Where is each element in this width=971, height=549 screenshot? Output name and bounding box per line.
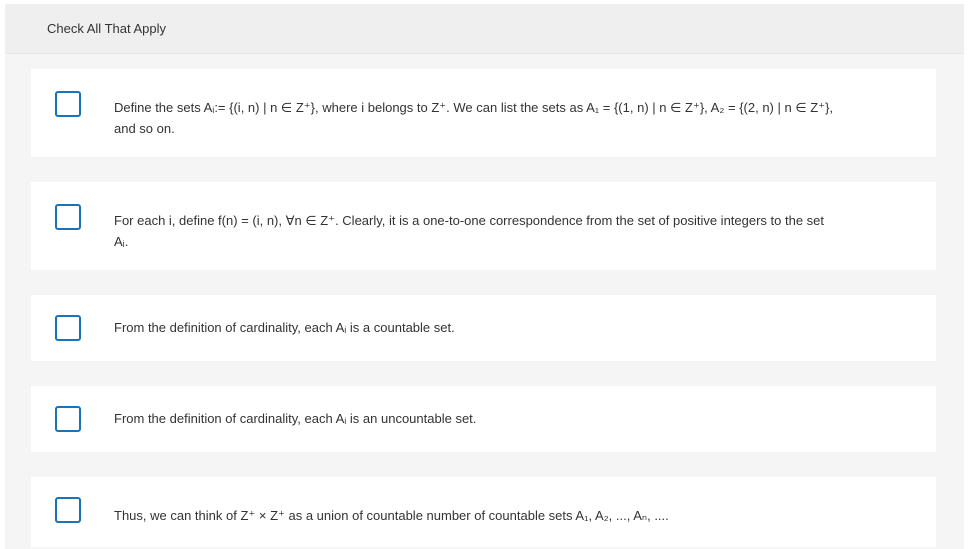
option-text-3-line-1: From the definition of cardinality, each Aᵢ is a countable set. [114, 320, 455, 335]
option-text-1-line-2: and so on. [114, 121, 175, 136]
option-checkbox-4[interactable] [55, 406, 81, 432]
option-checkbox-3[interactable] [55, 315, 81, 341]
option-text-2 [114, 210, 866, 252]
option-text-4 [114, 408, 866, 429]
question-panel [5, 4, 964, 549]
option-checkbox-2[interactable] [55, 204, 81, 230]
instruction-title: Check All That Apply [47, 21, 166, 36]
option-text-2-line-1: For each i, define f(n) = (i, n), ∀n ∈ Z⁺. Clearly, it is a one-to-one correspondence from the set of positive integers to the set [114, 213, 825, 228]
option-checkbox-1[interactable] [55, 91, 81, 117]
option-text-2-line-2: Aᵢ. [114, 234, 129, 249]
panel-header [5, 4, 964, 54]
option-text-3 [114, 317, 866, 338]
option-text-1 [114, 97, 866, 139]
option-card-1 [31, 69, 936, 157]
option-card-3 [31, 295, 936, 361]
option-text-5 [114, 505, 866, 526]
option-checkbox-5[interactable] [55, 497, 81, 523]
option-card-5 [31, 477, 936, 547]
option-card-2 [31, 182, 936, 270]
option-text-5-line-1: Thus, we can think of Z⁺ × Z⁺ as a union of countable number of countable sets A₁, A₂, ..., Aₙ, .... [114, 508, 669, 523]
option-card-4 [31, 386, 936, 452]
option-text-4-line-1: From the definition of cardinality, each Aᵢ is an uncountable set. [114, 411, 477, 426]
option-text-1-line-1: Define the sets Aᵢ:= {(i, n) | n ∈ Z⁺}, where i belongs to Z⁺. We can list the sets as A₁ = {(1, n) | n ∈ Z⁺}, A₂ = {(2, n) | n ∈ Z⁺}, [114, 100, 834, 115]
